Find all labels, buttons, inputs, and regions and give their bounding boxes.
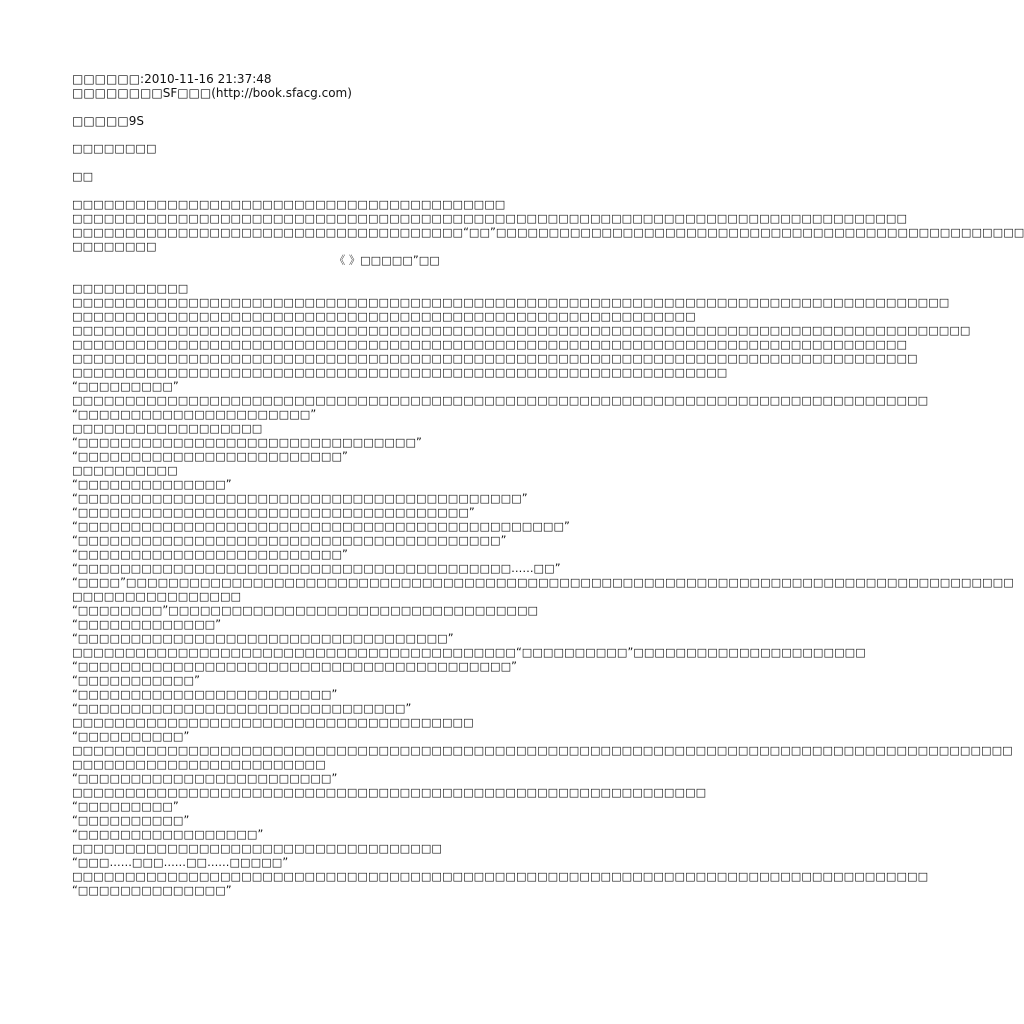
story-line: “□□□□□□□□”□□□□□□□□□□□□□□□□□□□□□□□□□□□□□□□□□□□	[72, 604, 539, 617]
story-line: “□□□□□□□□□”	[72, 380, 179, 393]
spacer	[72, 268, 702, 282]
story-line: “□□□□□□□□□□□□□□□□□□□□□□□□□□□□□□□□□□□□□□□□□□”	[72, 492, 528, 505]
story-line: “□□□……□□□……□□……□□□□□”	[72, 856, 289, 869]
story-line: “□□□□□□□□□□□□□□□□□□□□□□□□□□□□□□□□□□□□□□□□”	[72, 534, 507, 547]
story-line: “□□□□□□□□□”	[72, 800, 179, 813]
story-line: “□□□□□□□□□□□□□”	[72, 618, 222, 631]
centered-title-line: 《 》□□□□□”□□	[334, 254, 440, 267]
story-line: □□□□□□□□□□□□□□□□□□□□□□□□□□□□□□□□□□□□□□□□□□□□□□□□□□□□□□□□□□□□□□□□□□□□□□□□□□□□□□□□□□□□□	[72, 324, 971, 337]
author-line: □□□□□9S	[72, 114, 144, 128]
spacer	[72, 156, 702, 170]
story-line: □□□□□□□□□□□□□□□□□□□□□□□□□□□□□□□□□□□□□□	[72, 716, 474, 729]
story-line: “□□□□□□□□□□□□□□□□□□□□□□□□□□□□□□□”	[72, 702, 412, 715]
story-line: “□□□□□□□□□□□”	[72, 674, 200, 687]
story-line: “□□□□□□□□□□”	[72, 814, 190, 827]
intro-line: □□□□□□□□	[72, 240, 157, 253]
story-line: “□□□□□□□□□□□□□□□□□□□□□□□□□□□□□□□□□□□”	[72, 632, 454, 645]
story-line: □□□□□□□□□□□	[72, 282, 189, 295]
spacer	[72, 100, 702, 114]
chapter-mark: □□	[72, 170, 94, 183]
story-line: “□□□□□□□□□□□□□□□□□□□□□□□□□□□□□□□□□□□□□□□□□……□□”	[72, 562, 561, 575]
series-line: □□□□□□□□	[72, 142, 157, 155]
story-line: “□□□□□□□□□□□□□□□□□”	[72, 828, 264, 841]
story-line: “□□□□□□□□□□□□□□□□□□□□□□□□”	[72, 688, 338, 701]
story-line: □□□□□□□□□□□□□□□□□□□□□□□□□□□□□□□□□□□□□□□□□□“□□□□□□□□□□”□□□□□□□□□□□□□□□□□□□□□□	[72, 646, 866, 659]
story-line: □□□□□□□□□□□□□□□□□□□□□□□□□□□□□□□□□□□□□□□□□□□□□□□□□□□□□□□□□□□□□□□□□□□□□□□□□□□□□□□□□□□	[72, 296, 950, 309]
story-line: □□□□□□□□□□□□□□□□□□□□□□□□	[72, 758, 326, 771]
story-line: □□□□□□□□□□□□□□□□□□□□□□□□□□□□□□□□□□□	[72, 842, 442, 855]
story-line: □□□□□□□□□□□□□□□□□□□□□□□□□□□□□□□□□□□□□□□□□□□□□□□□□□□□□□□□□□□	[72, 310, 696, 323]
story-line: “□□□□”□□□□□□□□□□□□□□□□□□□□□□□□□□□□□□□□□□□□□□□□□□□□□□□□□□□□□□□□□□□□□□□□□□□□□□□□□□□□□□□□□□□□	[72, 576, 1014, 589]
intro-line: □□□□□□□□□□□□□□□□□□□□□□□□□□□□□□□□□□□□□“□□”□□□□□□□□□□□□□□□□□□□□□□□□□□□□□□□□□□□□□□□□□□□□□□□□□□	[72, 226, 1024, 239]
publish-time-line: □□□□□□:2010-11-16 21:37:48	[72, 72, 272, 86]
story-line: “□□□□□□□□□□□□□□□□□□□□□□□□□□□□□□□□□□□□□□□□□”	[72, 660, 517, 673]
story-line: □□□□□□□□□□□□□□□□□□□□□□□□□□□□□□□□□□□□□□□□□□□□□□□□□□□□□□□□□□□□□□□□□□□□□□□□□□□□□□□□□	[72, 394, 929, 407]
story-line: “□□□□□□□□□□□□□□□□□□□□□□□□□□□□□□□□□□□□□”	[72, 506, 475, 519]
story-line: □□□□□□□□□□□□□□□□□□□□□□□□□□□□□□□□□□□□□□□□□□□□□□□□□□□□□□□□□□□□□□□□□□□□□□□□□□□□□□□□□□□□□□□□□	[72, 744, 1013, 757]
story-line: □□□□□□□□□□	[72, 464, 178, 477]
story-line: □□□□□□□□□□□□□□□□□□□□□□□□□□□□□□□□□□□□□□□□□□□□□□□□□□□□□□□□□□□□□□□□□□□□□□□□□□□□□□□□□	[72, 870, 929, 883]
story-line: “□□□□□□□□□□□□□□□□□□□□□□□□□”	[72, 548, 348, 561]
story-line: □□□□□□□□□□□□□□□□	[72, 590, 242, 603]
spacer	[72, 184, 702, 198]
story-line: □□□□□□□□□□□□□□□□□□□□□□□□□□□□□□□□□□□□□□□□□□□□□□□□□□□□□□□□□□□□	[72, 786, 707, 799]
intro-paragraph	[72, 198, 1024, 254]
document-body	[72, 72, 1024, 898]
story-line: “□□□□□□□□□□□□□□□□□□□□□□□□□”	[72, 450, 348, 463]
story-line: □□□□□□□□□□□□□□□□□□	[72, 422, 263, 435]
story-line: “□□□□□□□□□□□□□□□□□□□□□□□□□□□□□□□□□□□□□□□□□□□□□□”	[72, 520, 570, 533]
story-line: “□□□□□□□□□□□□□□□□□□□□□□□□”	[72, 772, 338, 785]
story-text	[72, 282, 1014, 898]
intro-line: □□□□□□□□□□□□□□□□□□□□□□□□□□□□□□□□□□□□□□□□□□□□□□□□□□□□□□□□□□□□□□□□□□□□□□□□□□□□□□□	[72, 212, 908, 225]
story-line: “□□□□□□□□□□□□□□□□□□□□□□□□□□□□□□□□”	[72, 436, 422, 449]
story-line: “□□□□□□□□□□□□□□”	[72, 884, 232, 897]
story-line: □□□□□□□□□□□□□□□□□□□□□□□□□□□□□□□□□□□□□□□□□□□□□□□□□□□□□□□□□□□□□□□□□□□□□□□□□□□□□□□	[72, 338, 908, 351]
story-line: “□□□□□□□□□□□□□□”	[72, 478, 232, 491]
story-line: “□□□□□□□□□□”	[72, 730, 190, 743]
story-line: □□□□□□□□□□□□□□□□□□□□□□□□□□□□□□□□□□□□□□□□□□□□□□□□□□□□□□□□□□□□□□□□□□□□□□□□□□□□□□□□	[72, 352, 918, 365]
intro-line: □□□□□□□□□□□□□□□□□□□□□□□□□□□□□□□□□□□□□□□□□	[72, 198, 506, 211]
story-line: □□□□□□□□□□□□□□□□□□□□□□□□□□□□□□□□□□□□□□□□□□□□□□□□□□□□□□□□□□□□□□	[72, 366, 728, 379]
spacer	[72, 128, 702, 142]
story-line: “□□□□□□□□□□□□□□□□□□□□□□”	[72, 408, 317, 421]
source-line: □□□□□□□□SF□□□(http://book.sfacg.com)	[72, 86, 352, 100]
